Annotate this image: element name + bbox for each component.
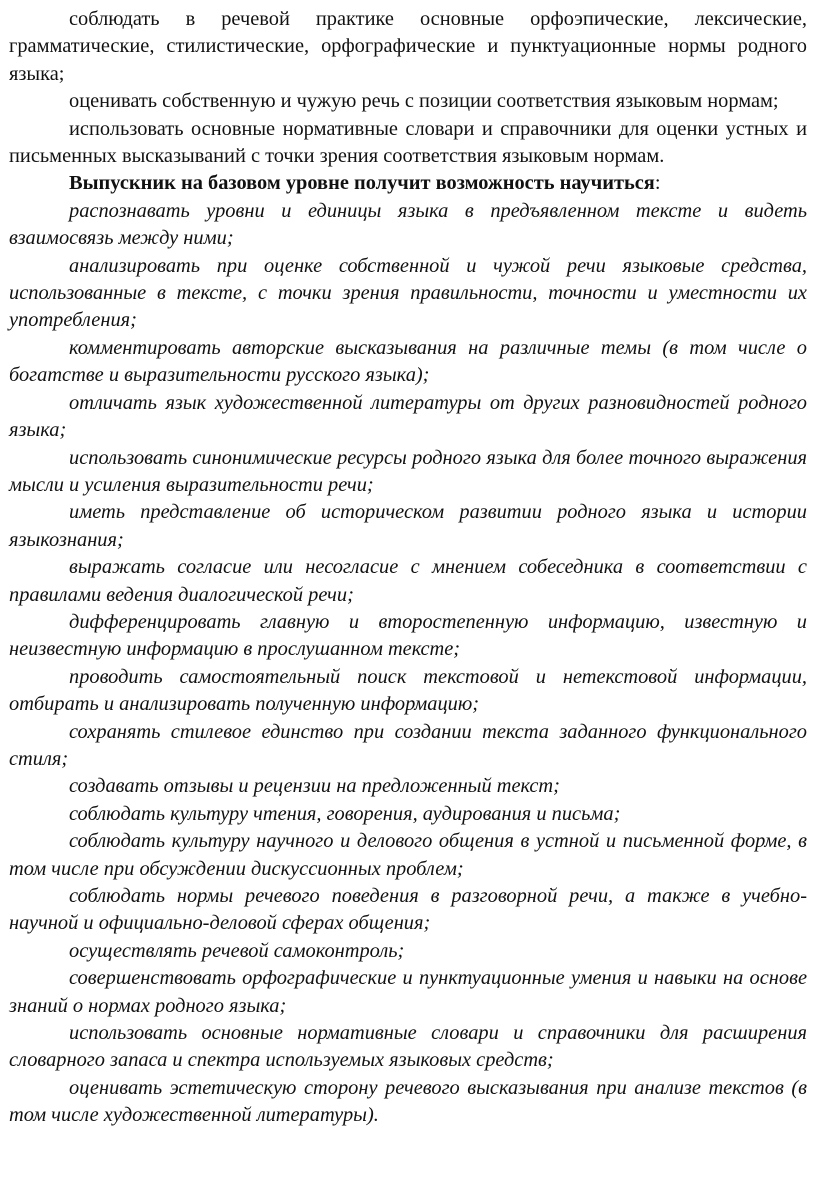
advanced-item: использовать синонимические ресурсы родного языка для более точного выражения мысли и усиления выразительности речи; [9,446,807,496]
document-page [9,6,807,1130]
advanced-item: проводить самостоятельный поиск текстовой и нетекстовой информации, отбирать и анализировать полученную информацию; [9,665,807,716]
intro-item: использовать основные нормативные словари и справочники для оценки устных и письменных высказываний с точки зрения соответствия языковым нормам. [9,117,807,168]
intro-item: соблюдать в речевой практике основные орфоэпические, лексические, грамматические, стилистические, орфографические и пунктуационные нормы родного языка; [9,8,807,85]
section-heading-text: Выпускник на базовом уровне получит возможность научиться [69,172,655,195]
advanced-item: иметь представление об историческом развитии родного языка и истории языкознания; [9,501,807,551]
advanced-item: отличать язык художественной литературы от других разновидностей родного языка; [9,391,807,442]
advanced-item: распознавать уровни и единицы языка в предъявленном тексте и видеть взаимосвязь между ними; [9,199,807,250]
advanced-item: анализировать при оценке собственной и чужой речи языковые средства, использованные в тексте, с точки зрения правильности, точности и уместности их употребления; [9,254,807,332]
advanced-item: сохранять стилевое единство при создании текста заданного функционального стиля; [9,720,807,770]
section-heading [9,170,807,197]
advanced-item: осуществлять речевой самоконтроль; [69,939,405,962]
advanced-item: соблюдать культуру чтения, говорения, аудирования и письма; [69,802,621,825]
advanced-item: комментировать авторские высказывания на различные темы (в том числе о богатстве и выразительности русского языка); [9,336,807,387]
advanced-item: соблюдать нормы речевого поведения в разговорной речи, а также в учебно-научной и официально-деловой сферах общения; [9,885,807,935]
advanced-item: использовать основные нормативные словари и справочники для расширения словарного запаса и спектра используемых языковых средств; [9,1022,807,1072]
advanced-item: совершенствовать орфографические и пунктуационные умения и навыки на основе знаний о нормах родного языка; [9,967,807,1017]
advanced-item: оценивать эстетическую сторону речевого высказывания при анализе текстов (в том числе художественной литературы). [9,1076,807,1127]
advanced-item: создавать отзывы и рецензии на предложенный текст; [69,775,560,798]
section-heading-colon: : [654,172,661,195]
advanced-item: выражать согласие или несогласие с мнением собеседника в соответствии с правилами ведения диалогической речи; [9,556,807,606]
intro-item: оценивать собственную и чужую речь с позиции соответствия языковым нормам; [69,90,779,113]
advanced-item: дифференцировать главную и второстепенную информацию, известную и неизвестную информацию в прослушанном тексте; [9,610,807,661]
advanced-item: соблюдать культуру научного и делового общения в устной и письменной форме, в том числе при обсуждении дискуссионных проблем; [9,830,807,880]
